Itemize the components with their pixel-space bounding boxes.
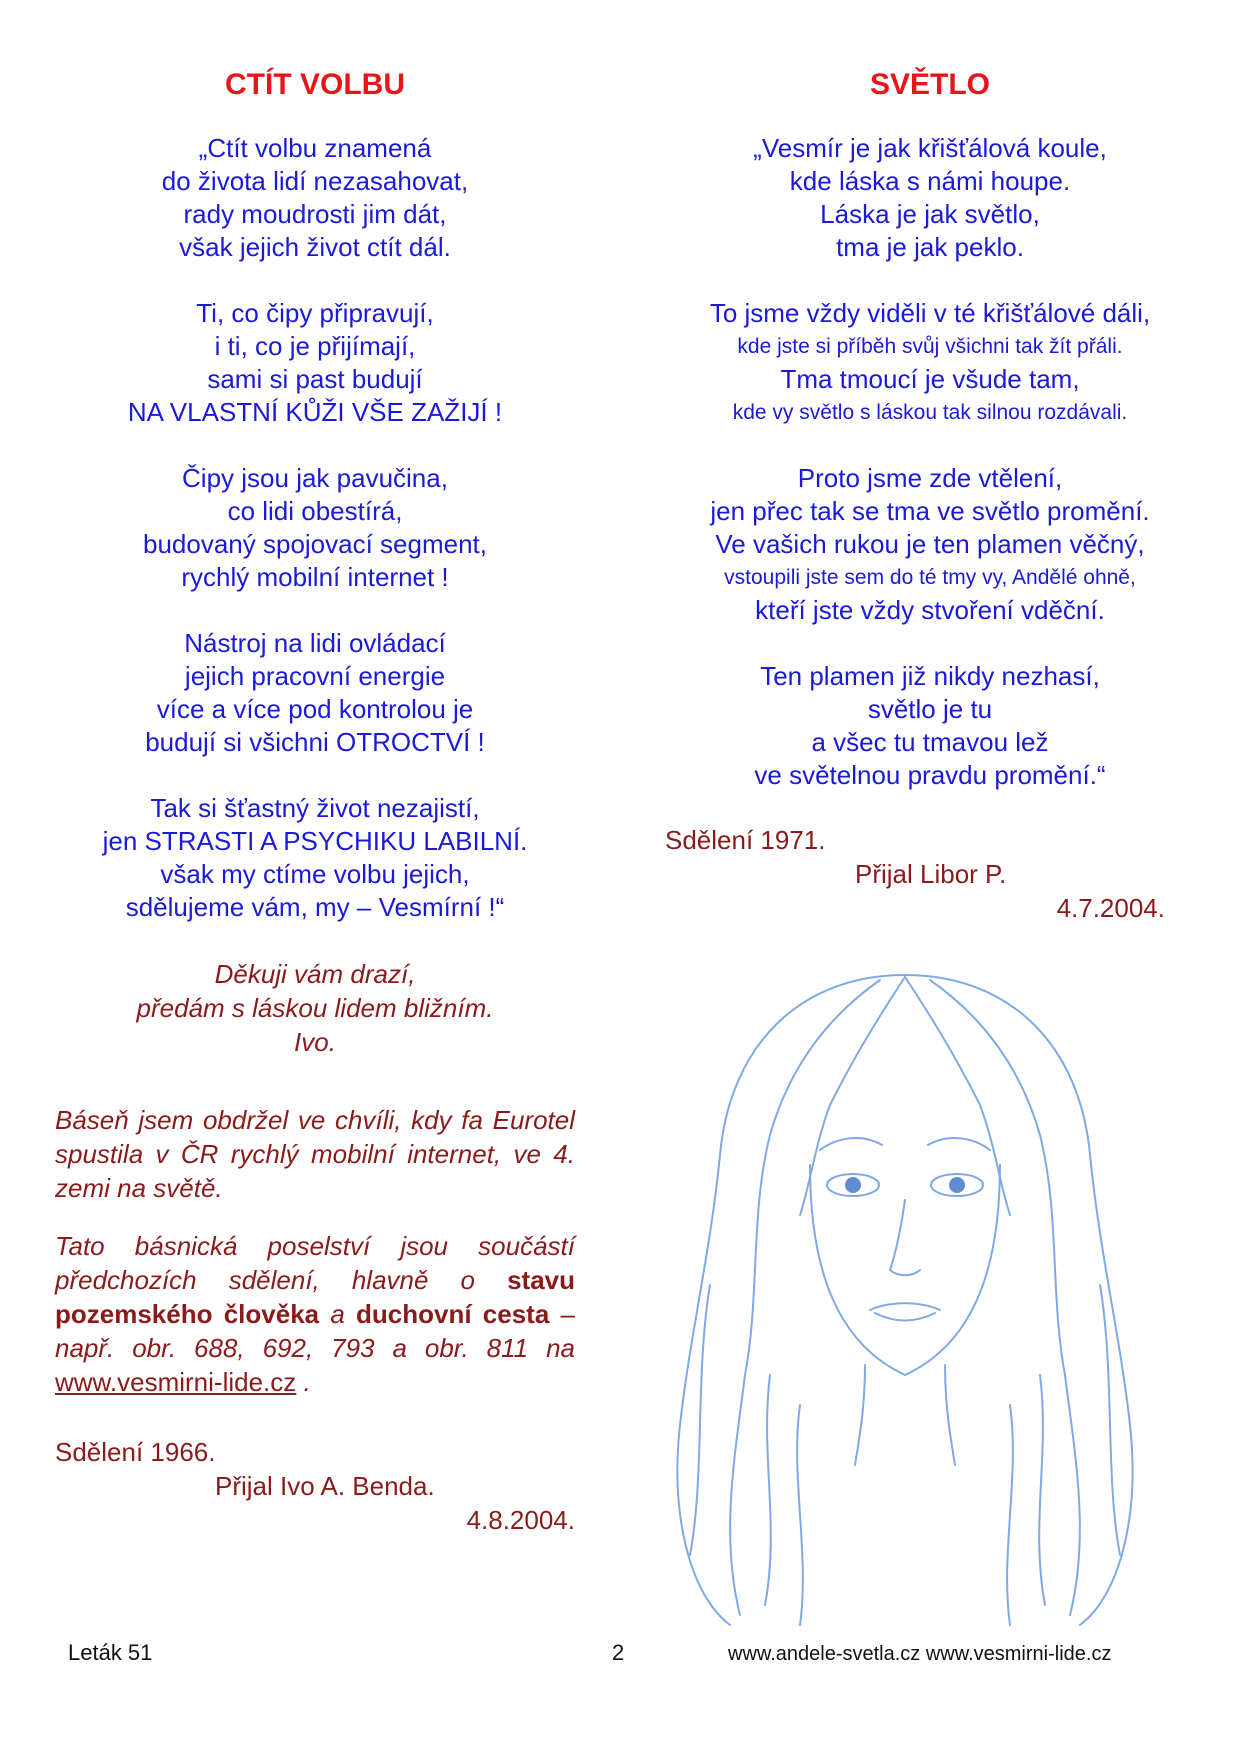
poem-line: vstoupili jste sem do té tmy vy, Andělé ohně,: [724, 566, 1136, 589]
poem-line: budují si všichni OTROCTVÍ !: [145, 727, 485, 757]
stanza: [55, 297, 575, 429]
poem-line: a všec tu tmavou lež: [811, 727, 1049, 757]
poem-line: budovaný spojovací segment,: [143, 529, 487, 559]
thanks-line: předám s láskou lidem bližním.: [136, 993, 494, 1023]
poem-line: světlo je tu: [867, 694, 993, 724]
poem-line: Láska je jak světlo,: [820, 199, 1040, 229]
note-paragraph-1: Báseň jsem obdržel ve chvíli, kdy fa Eurotel spustila v ČR rychlý mobilní internet, ve 4. zemi na světě.: [55, 1105, 575, 1203]
signature-date: 4.8.2004.: [466, 1505, 575, 1535]
thanks-block: [55, 957, 575, 1059]
poem-line: rady moudrosti jim dát,: [183, 199, 447, 229]
poem-line: kde láska s námi houpe.: [789, 166, 1071, 196]
note-text: Tato básnická poselství jsou součástí předchozích sdělení, hlavně o: [55, 1231, 575, 1295]
poem-line: ve světelnou pravdu promění.“: [754, 760, 1106, 790]
signature-date: 4.7.2004.: [1056, 893, 1165, 923]
poem-line: jen STRASTI A PSYCHIKU LABILNÍ.: [102, 826, 528, 856]
poem-line: „Vesmír je jak křišťálová koule,: [753, 133, 1107, 163]
poem-line: sdělujeme vám, my – Vesmírní !“: [125, 892, 505, 922]
poem-line: Čipy jsou jak pavučina,: [182, 463, 448, 493]
right-poem: [665, 132, 1195, 792]
thanks-line: Ivo.: [294, 1027, 336, 1057]
poem-line: Ten plamen již nikdy nezhasí,: [760, 661, 1100, 691]
poem-line: jejich pracovní energie: [184, 661, 446, 691]
note-text: – např. obr. 688, 692, 793 a obr. 811 na: [55, 1299, 575, 1363]
note-bold: stavu pozemského člověka: [55, 1265, 575, 1329]
poem-line: kde jste si příběh svůj všichni tak žít přáli.: [737, 335, 1123, 358]
poem-line: NA VLASTNÍ KŮŽI VŠE ZAŽIJÍ !: [127, 397, 503, 427]
poem-line: kde vy světlo s láskou tak silnou rozdávali.: [732, 401, 1128, 424]
stanza: [665, 132, 1195, 264]
poem-line: „Ctít volbu znamená: [198, 133, 432, 163]
poem-line: však my ctíme volbu jejich,: [160, 859, 470, 889]
poem-line: více a více pod kontrolou je: [156, 694, 474, 724]
signature-line: Přijal Libor P.: [855, 859, 1007, 889]
poem-line: Nástroj na lidi ovládací: [184, 628, 446, 658]
left-poem: [55, 132, 575, 924]
stanza: [665, 462, 1195, 627]
note-paragraph-2: [55, 1229, 575, 1399]
signature-line: Sdělení 1971.: [665, 825, 826, 855]
thanks-line: Děkuji vám drazí,: [214, 959, 416, 989]
right-column: [665, 70, 1195, 925]
poem-line: Tma tmoucí je všude tam,: [780, 364, 1080, 394]
signature-left: [55, 1435, 575, 1537]
footer-websites[interactable]: www.andele-svetla.cz www.vesmirni-lide.cz: [728, 1643, 1112, 1665]
poem-line: do života lidí nezasahovat,: [161, 166, 469, 196]
note-bold: duchovní cesta: [356, 1299, 550, 1329]
portrait-sketch: [650, 955, 1170, 1635]
poem-line: Ve vašich rukou je ten plamen věčný,: [715, 529, 1145, 559]
stanza: [55, 462, 575, 594]
poem-line: co lidi obestírá,: [227, 496, 403, 526]
poem-title-right: SVĚTLO: [869, 68, 990, 101]
signature-line: Sdělení 1966.: [55, 1437, 216, 1467]
signature-line: Přijal Ivo A. Benda.: [215, 1471, 435, 1501]
left-column: [55, 70, 575, 1537]
poem-line: i ti, co je přijímají,: [214, 331, 416, 361]
signature-right: [665, 823, 1195, 925]
poem-line: jen přec tak se tma ve světlo promění.: [710, 496, 1150, 526]
stanza: [55, 132, 575, 264]
poem-title-left: CTÍT VOLBU: [225, 68, 405, 101]
poem-line: sami si past budují: [207, 364, 423, 394]
poem-line: však jejich život ctít dál.: [179, 232, 451, 262]
stanza: [55, 792, 575, 924]
poem-line: Proto jsme zde vtělení,: [797, 463, 1063, 493]
stanza: [665, 297, 1195, 429]
poem-line: Tak si šťastný život nezajistí,: [150, 793, 480, 823]
stanza: [665, 660, 1195, 792]
footer-leaflet: Leták 51: [68, 1640, 153, 1665]
poem-line: tma je jak peklo.: [836, 232, 1024, 262]
poem-line: To jsme vždy viděli v té křišťálové dáli,: [709, 298, 1151, 328]
note-text: a: [319, 1299, 357, 1329]
poem-line: kteří jste vždy stvoření vděční.: [755, 595, 1105, 625]
footer-page-number: 2: [612, 1640, 625, 1665]
stanza: [55, 627, 575, 759]
poem-line: rychlý mobilní internet !: [181, 562, 449, 592]
note-text: .: [296, 1367, 311, 1397]
poem-line: Ti, co čipy připravují,: [196, 298, 434, 328]
website-link[interactable]: www.vesmirni-lide.cz: [55, 1367, 297, 1397]
